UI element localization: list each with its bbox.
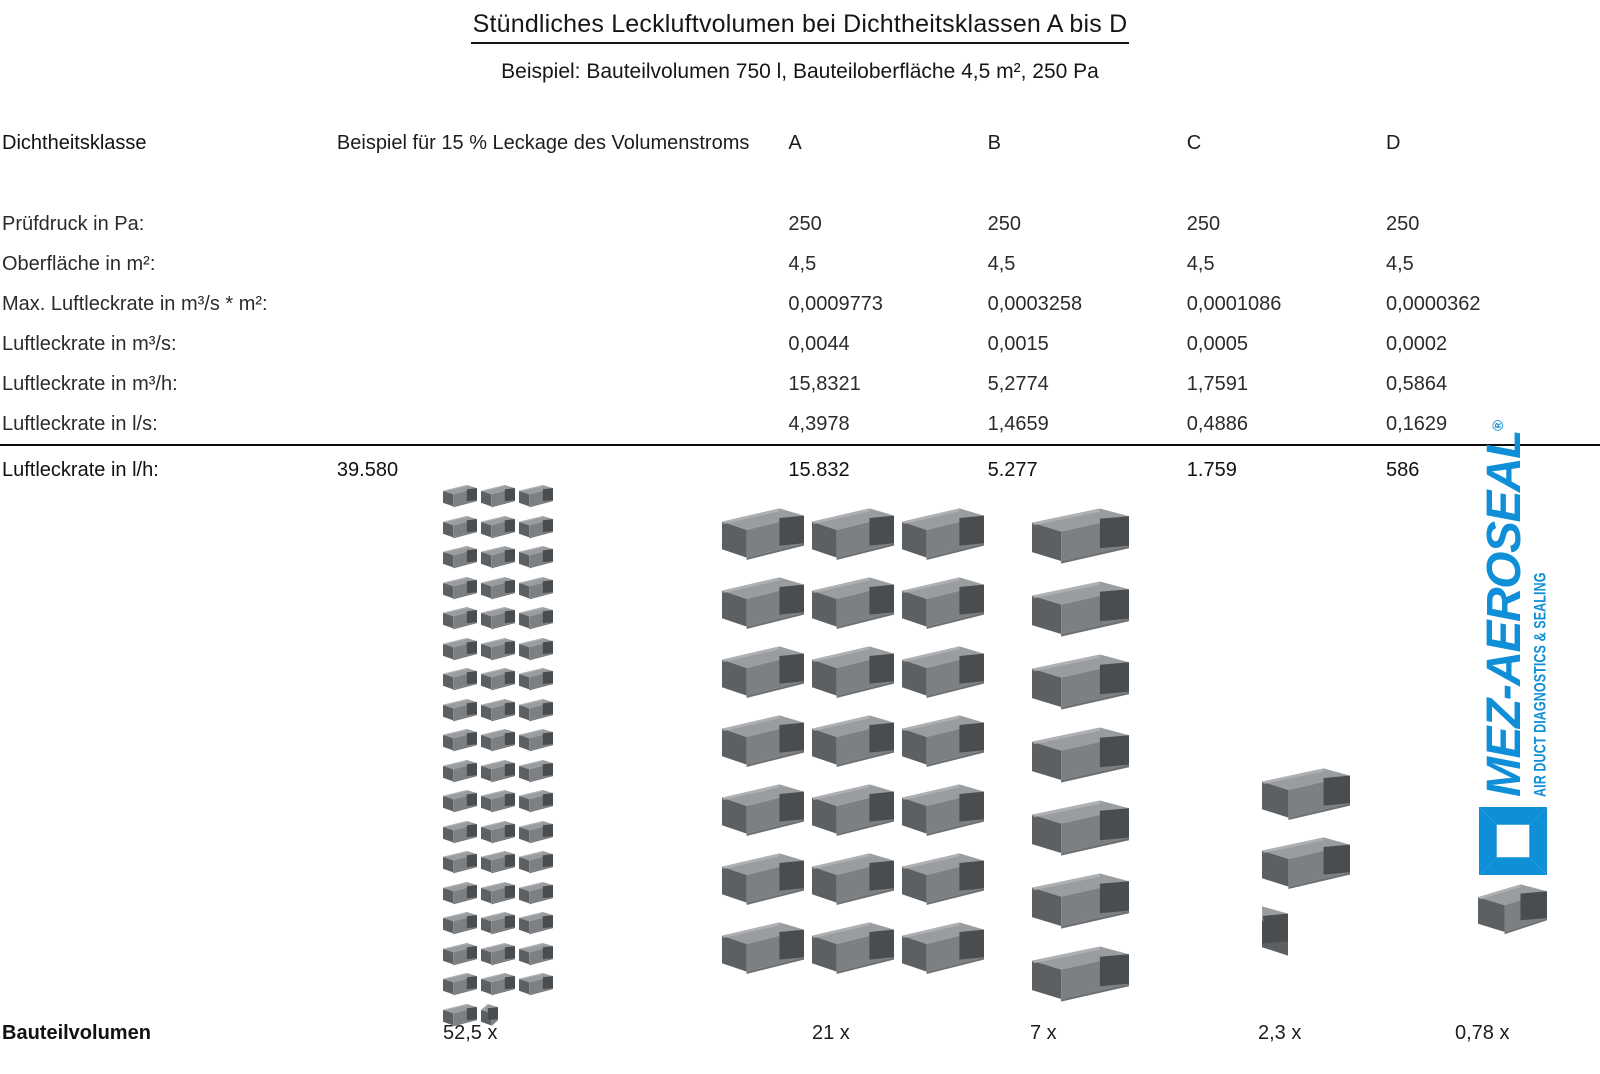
air-duct-icon xyxy=(519,881,553,907)
air-duct-icon xyxy=(1262,835,1350,895)
air-duct-icon xyxy=(481,484,515,510)
air-duct-icon xyxy=(519,942,553,968)
row-label: Luftleckrate in l/s: xyxy=(2,412,158,435)
air-duct-icon xyxy=(481,789,515,815)
duct-row xyxy=(722,782,984,842)
aeroseal-logo xyxy=(1438,419,1588,878)
duct-row xyxy=(722,920,984,980)
air-duct-icon xyxy=(519,972,553,998)
air-duct-icon xyxy=(812,644,894,704)
column-header-class-a: A xyxy=(788,131,802,154)
leakage-data-table xyxy=(0,120,1600,494)
air-duct-icon xyxy=(443,881,477,907)
cell-value: 0,0005 xyxy=(1186,332,1248,355)
air-duct-icon xyxy=(812,782,894,842)
air-duct-icon xyxy=(443,576,477,602)
cell-value: 1,4659 xyxy=(987,412,1049,435)
cell-value: 0,0003258 xyxy=(987,292,1083,315)
cell-value: 0,5864 xyxy=(1386,372,1448,395)
table-header-row xyxy=(0,120,1600,166)
air-duct-icon xyxy=(722,713,804,773)
duct-row xyxy=(443,728,553,754)
air-duct-icon xyxy=(519,576,553,602)
air-duct-icon xyxy=(519,759,553,785)
row-label: Max. Luftleckrate in m³/s * m²: xyxy=(2,292,268,315)
air-duct-icon xyxy=(481,820,515,846)
total-cell-value: 15.832 xyxy=(788,445,987,494)
row-example-value xyxy=(337,244,788,284)
duct-pictogram xyxy=(0,484,1600,1014)
air-duct-icon xyxy=(1032,871,1129,935)
air-duct-icon xyxy=(519,820,553,846)
air-duct-icon xyxy=(481,942,515,968)
spacer-cell xyxy=(0,166,1600,204)
air-duct-icon xyxy=(812,851,894,911)
air-duct-icon xyxy=(443,484,477,510)
air-duct-icon xyxy=(1032,579,1129,643)
duct-row xyxy=(443,515,553,541)
cell-value: 0,0001086 xyxy=(1186,292,1282,315)
cell-value: 1,7591 xyxy=(1186,372,1248,395)
cell-value: 4,3978 xyxy=(788,412,850,435)
duct-row xyxy=(443,759,553,785)
cell-value: 4,5 xyxy=(788,252,817,275)
duct-column-a xyxy=(722,506,984,989)
row-example-value xyxy=(337,364,788,404)
cell-value: 5,2774 xyxy=(987,372,1049,395)
duct-row xyxy=(722,506,984,566)
total-cell-value: 5.277 xyxy=(988,445,1187,494)
air-duct-icon xyxy=(443,545,477,571)
page-title: Stündliches Leckluftvolumen bei Dichtheitsklassen A bis D xyxy=(471,4,1130,44)
column-header-example: Beispiel für 15 % Leckage des Volumenstroms xyxy=(336,131,750,154)
duct-row xyxy=(722,644,984,704)
air-duct-icon xyxy=(519,667,553,693)
logo-tagline: AIR DUCT DIAGNOSTICS & SEALING xyxy=(1530,572,1550,797)
duct-column-d xyxy=(1478,882,1547,940)
cell-value: 250 xyxy=(1386,212,1420,235)
air-duct-icon xyxy=(812,713,894,773)
cell-value: 0,0002 xyxy=(1386,332,1448,355)
air-duct-icon xyxy=(812,920,894,980)
duct-row xyxy=(1032,871,1129,935)
air-duct-icon xyxy=(812,575,894,635)
duct-column-example xyxy=(443,484,553,1029)
duct-row xyxy=(443,850,553,876)
duct-row xyxy=(443,698,553,724)
total-row-label: Luftleckrate in l/h: xyxy=(0,445,337,494)
footer-multiplier-b: 7 x xyxy=(1030,1022,1057,1044)
air-duct-icon xyxy=(519,728,553,754)
air-duct-icon xyxy=(1032,798,1129,862)
air-duct-icon xyxy=(481,576,515,602)
table-row xyxy=(0,364,1600,404)
row-example-value xyxy=(337,204,788,244)
footer-multiplier-a: 21 x xyxy=(812,1022,850,1044)
air-duct-icon xyxy=(443,972,477,998)
air-duct-icon xyxy=(519,637,553,663)
duct-row xyxy=(443,606,553,632)
air-duct-icon xyxy=(519,911,553,937)
air-duct-icon xyxy=(519,515,553,541)
row-example-value xyxy=(337,284,788,324)
cell-value: 15,8321 xyxy=(788,372,861,395)
duct-row-partial xyxy=(1262,904,1350,964)
cell-value: 0,4886 xyxy=(1186,412,1248,435)
footer-multiplier-example: 52,5 x xyxy=(443,1022,498,1044)
air-duct-icon xyxy=(722,782,804,842)
footer-multiplier-d: 0,78 x xyxy=(1455,1022,1510,1044)
cell-value: 0,0015 xyxy=(987,332,1049,355)
duct-row xyxy=(1032,944,1129,1008)
cell-value: 4,5 xyxy=(1386,252,1414,275)
air-duct-icon xyxy=(481,881,515,907)
air-duct-icon xyxy=(443,698,477,724)
footer-multiplier-c: 2,3 x xyxy=(1258,1022,1302,1044)
air-duct-icon xyxy=(519,484,553,510)
duct-row xyxy=(443,789,553,815)
row-example-value xyxy=(337,404,788,445)
air-duct-icon xyxy=(722,575,804,635)
duct-row xyxy=(443,881,553,907)
column-header-class-c: C xyxy=(1186,131,1202,154)
table-row xyxy=(0,404,1600,445)
cell-value: 250 xyxy=(1186,212,1221,235)
air-duct-icon xyxy=(443,515,477,541)
column-header-class-d: D xyxy=(1386,131,1401,154)
duct-column-c xyxy=(1262,766,1350,964)
column-header-dichtheitsklasse: Dichtheitsklasse xyxy=(2,131,147,154)
table-row xyxy=(0,284,1600,324)
row-label: Luftleckrate in m³/s: xyxy=(2,332,177,355)
duct-column-b xyxy=(1032,506,1129,1017)
duct-row xyxy=(1032,579,1129,643)
row-example-value xyxy=(337,324,788,364)
air-duct-icon xyxy=(443,850,477,876)
duct-row xyxy=(443,637,553,663)
air-duct-icon xyxy=(902,920,984,980)
air-duct-icon xyxy=(1032,652,1129,716)
table-row xyxy=(0,204,1600,244)
air-duct-icon xyxy=(812,506,894,566)
row-label: Luftleckrate in m³/h: xyxy=(2,372,178,395)
air-duct-icon xyxy=(902,644,984,704)
air-duct-icon xyxy=(481,698,515,724)
cell-value: 0,0000362 xyxy=(1386,292,1481,315)
total-cell-value: 1.759 xyxy=(1187,445,1386,494)
air-duct-icon xyxy=(902,782,984,842)
air-duct-icon xyxy=(902,575,984,635)
air-duct-icon xyxy=(481,911,515,937)
air-duct-icon xyxy=(722,851,804,911)
duct-row xyxy=(443,576,553,602)
air-duct-icon xyxy=(1478,882,1547,940)
air-duct-icon xyxy=(481,515,515,541)
air-duct-icon xyxy=(481,667,515,693)
footer-label-bauteilvolumen: Bauteilvolumen xyxy=(2,1022,151,1044)
air-duct-icon xyxy=(481,545,515,571)
air-duct-icon xyxy=(443,942,477,968)
air-duct-icon xyxy=(519,789,553,815)
air-duct-icon xyxy=(1032,725,1129,789)
air-duct-icon xyxy=(722,644,804,704)
air-duct-icon xyxy=(519,606,553,632)
cell-value: 0,0044 xyxy=(788,332,850,355)
air-duct-icon xyxy=(481,972,515,998)
footer-row xyxy=(0,1022,1600,1062)
row-label: Oberfläche in m²: xyxy=(2,252,156,275)
air-duct-icon xyxy=(481,606,515,632)
registered-trademark-icon: ® xyxy=(1490,419,1508,431)
duct-row xyxy=(1032,725,1129,789)
air-duct-icon xyxy=(722,920,804,980)
air-duct-icon xyxy=(519,545,553,571)
duct-row xyxy=(443,545,553,571)
page-subtitle: Beispiel: Bauteilvolumen 750 l, Bauteiloberfläche 4,5 m², 250 Pa xyxy=(501,60,1099,83)
cell-value: 4,5 xyxy=(1186,252,1215,275)
logo-wordmark-text: MEZ-AEROSEAL xyxy=(1478,431,1532,797)
duct-row xyxy=(443,820,553,846)
air-duct-icon xyxy=(443,789,477,815)
cell-value: 0,0009773 xyxy=(788,292,883,315)
air-duct-icon xyxy=(902,713,984,773)
air-duct-icon xyxy=(519,850,553,876)
cell-value: 250 xyxy=(788,212,822,235)
duct-row xyxy=(443,911,553,937)
air-duct-icon xyxy=(443,820,477,846)
air-duct-icon xyxy=(519,698,553,724)
duct-row xyxy=(1032,652,1129,716)
duct-row-partial xyxy=(1478,882,1547,940)
title-block xyxy=(0,0,1600,84)
air-duct-icon xyxy=(481,728,515,754)
aeroseal-square-diamond-icon xyxy=(1476,804,1550,878)
cell-value: 0,1629 xyxy=(1386,412,1448,435)
duct-row xyxy=(722,713,984,773)
air-duct-icon xyxy=(481,759,515,785)
air-duct-icon xyxy=(902,851,984,911)
air-duct-icon xyxy=(443,667,477,693)
duct-row xyxy=(1262,766,1350,826)
air-duct-icon xyxy=(1032,944,1129,1008)
duct-row xyxy=(1032,506,1129,570)
air-duct-icon xyxy=(902,506,984,566)
air-duct-icon xyxy=(481,637,515,663)
row-label: Prüfdruck in Pa: xyxy=(2,212,145,235)
duct-row xyxy=(443,972,553,998)
cell-value: 250 xyxy=(987,212,1021,235)
air-duct-icon xyxy=(443,606,477,632)
duct-row xyxy=(443,942,553,968)
duct-row xyxy=(1262,835,1350,895)
logo-wordmark xyxy=(1478,419,1532,797)
duct-row xyxy=(443,484,553,510)
air-duct-icon xyxy=(722,506,804,566)
cell-value: 4,5 xyxy=(987,252,1016,275)
table-row xyxy=(0,324,1600,364)
duct-row xyxy=(1032,798,1129,862)
duct-row xyxy=(722,851,984,911)
air-duct-icon xyxy=(1262,766,1350,826)
table-spacer-row xyxy=(0,166,1600,204)
duct-row xyxy=(443,667,553,693)
air-duct-icon xyxy=(443,759,477,785)
air-duct-icon xyxy=(1262,904,1288,964)
duct-row xyxy=(722,575,984,635)
table-row xyxy=(0,244,1600,284)
air-duct-icon xyxy=(1032,506,1129,570)
air-duct-icon xyxy=(481,850,515,876)
air-duct-icon xyxy=(443,637,477,663)
air-duct-icon xyxy=(443,911,477,937)
air-duct-icon xyxy=(443,728,477,754)
total-cell-value: 586 xyxy=(1386,445,1600,494)
column-header-class-b: B xyxy=(987,131,1001,154)
total-row-example-value: 39.580 xyxy=(337,445,788,494)
